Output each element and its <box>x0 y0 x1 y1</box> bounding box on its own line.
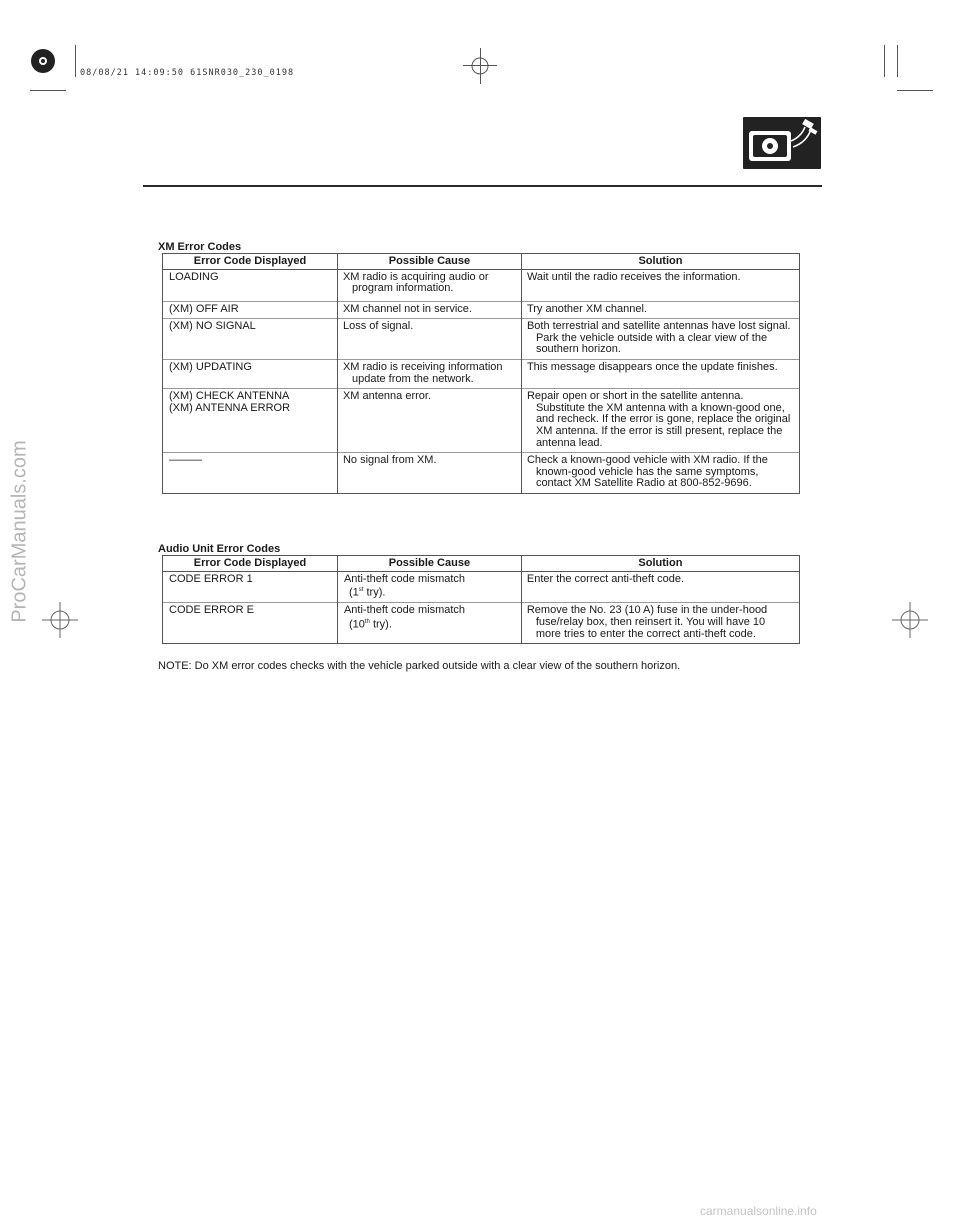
table-row <box>163 269 800 301</box>
table-row <box>163 319 800 360</box>
crosshair-icon <box>469 55 491 82</box>
header-solution: Solution <box>521 556 799 572</box>
error-code-group <box>163 389 338 453</box>
solution: Check a known-good vehicle with XM radio. If the known-good vehicle has the same symptoms, contact XM Satellite Radio at 800-852-9696. <box>521 453 799 494</box>
table-header-row <box>163 254 800 270</box>
car-satellite-icon <box>743 117 821 169</box>
possible-cause <box>337 571 521 603</box>
error-code: LOADING <box>163 269 338 301</box>
solution: Remove the No. 23 (10 A) fuse in the under-hood fuse/relay box, then reinsert it. You will have 10 more tries to enter the correct anti-theft code. <box>521 603 799 644</box>
error-code: (XM) ANTENNA ERROR <box>169 401 291 414</box>
error-code: CODE ERROR E <box>163 603 338 644</box>
cause-line: Anti-theft code mismatch <box>343 572 466 585</box>
error-code: (XM) CHECK ANTENNA <box>169 390 290 403</box>
solution: This message disappears once the update finishes. <box>521 359 799 388</box>
table-header-row <box>163 556 800 572</box>
audio-error-table <box>162 555 800 644</box>
bottom-watermark: carmanualsonline.info <box>700 1204 817 1218</box>
table-row <box>163 301 800 319</box>
solution: Try another XM channel. <box>521 301 799 319</box>
possible-cause: XM channel not in service. <box>337 301 521 319</box>
registration-target-icon <box>30 48 56 79</box>
side-watermark: ProCarManuals.com <box>8 440 31 623</box>
possible-cause: No signal from XM. <box>337 453 521 494</box>
header-possible-cause: Possible Cause <box>337 254 521 270</box>
solution: Repair open or short in the satellite antenna. Substitute the XM antenna with a known-good one, and recheck. If the error is gone, replace the original XM antenna. If the error is still present, replace the antenna lead. <box>521 389 799 453</box>
header-error-code: Error Code Displayed <box>163 556 338 572</box>
error-code: CODE ERROR 1 <box>163 571 338 603</box>
table-row <box>163 359 800 388</box>
xm-error-table <box>162 253 800 494</box>
possible-cause <box>337 603 521 644</box>
print-stamp: 08/08/21 14:09:50 61SNR030_230_0198 <box>80 68 295 78</box>
header-solution: Solution <box>521 254 799 270</box>
solution: Both terrestrial and satellite antennas have lost signal. Park the vehicle outside with a clear view of the southern horizon. <box>521 319 799 360</box>
table-row <box>163 603 800 644</box>
header-possible-cause: Possible Cause <box>337 556 521 572</box>
solution: Enter the correct anti-theft code. <box>521 571 799 603</box>
possible-cause: Loss of signal. <box>337 319 521 360</box>
error-code: (XM) OFF AIR <box>163 301 338 319</box>
table-row <box>163 389 800 453</box>
audio-section-title: Audio Unit Error Codes <box>158 543 281 555</box>
solution: Wait until the radio receives the information. <box>521 269 799 301</box>
header-rule <box>143 185 822 187</box>
header-error-code: Error Code Displayed <box>163 254 338 270</box>
possible-cause: XM antenna error. <box>337 389 521 453</box>
table-row <box>163 571 800 603</box>
error-code: (XM) NO SIGNAL <box>163 319 338 360</box>
cause-line: (1st try). <box>348 586 386 599</box>
note-text: NOTE: Do XM error codes checks with the vehicle parked outside with a clear view of the southern horizon. <box>158 660 681 672</box>
cause-line: (10th try). <box>348 618 392 631</box>
cause-line: Anti-theft code mismatch <box>343 604 466 617</box>
crosshair-right-icon <box>890 600 930 645</box>
crosshair-left-icon <box>40 600 80 645</box>
possible-cause: XM radio is acquiring audio or program information. <box>337 269 521 301</box>
possible-cause: XM radio is receiving information update from the network. <box>337 359 521 388</box>
table-row <box>163 453 800 494</box>
error-code: ——— <box>163 453 338 494</box>
error-code: (XM) UPDATING <box>163 359 338 388</box>
xm-section-title: XM Error Codes <box>158 241 242 253</box>
